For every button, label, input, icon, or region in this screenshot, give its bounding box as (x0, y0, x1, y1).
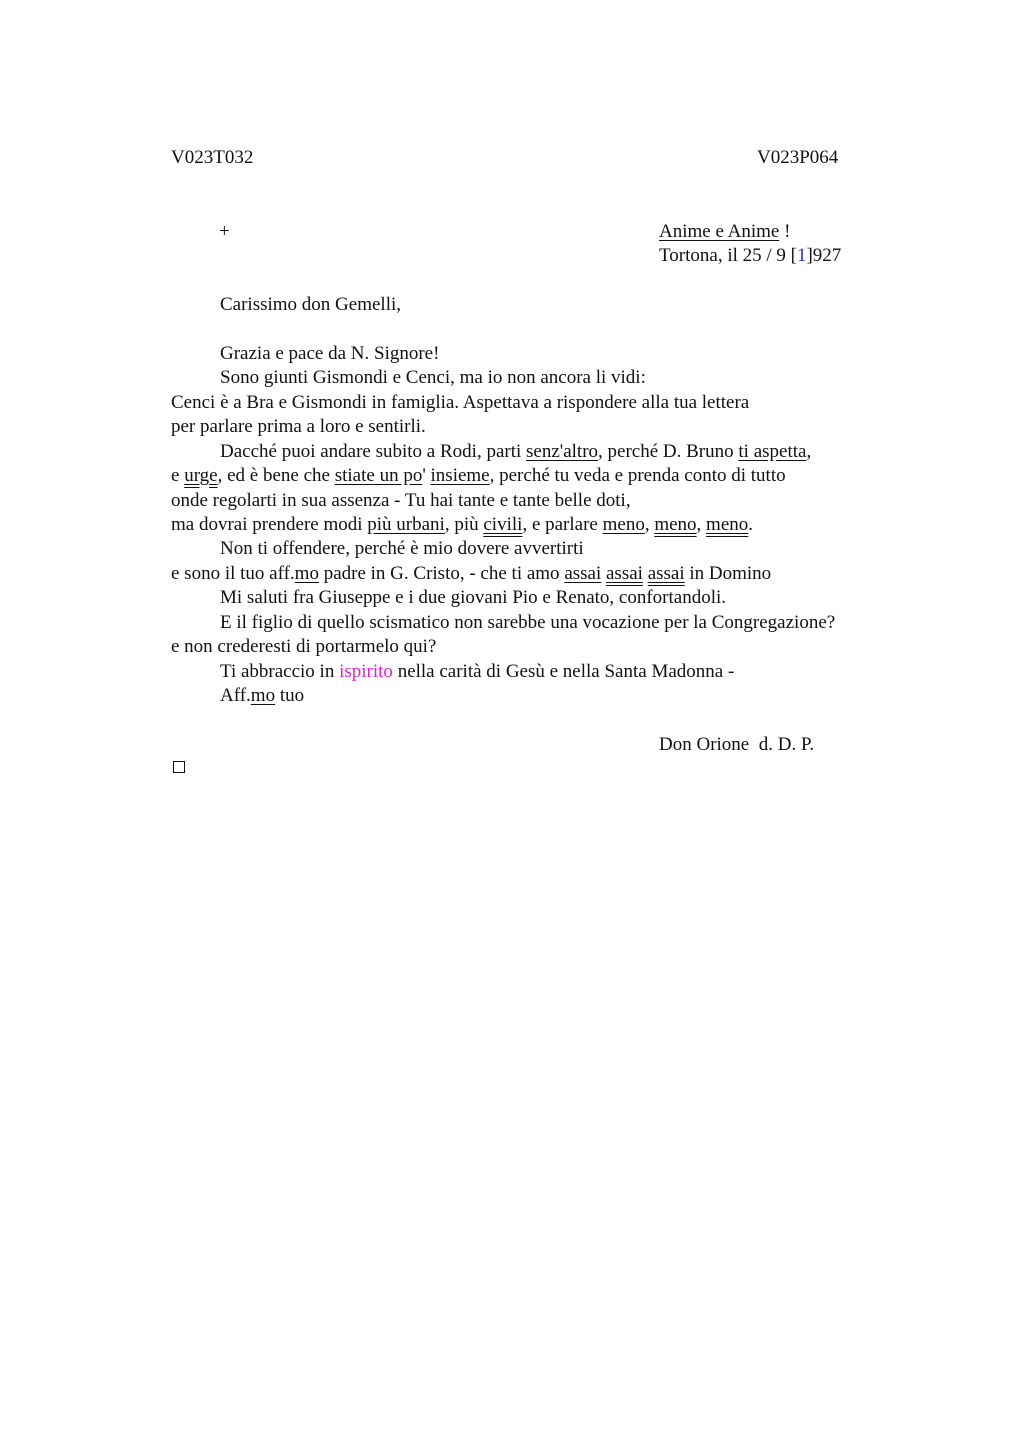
letter-line (220, 660, 734, 684)
letter-line: onde regolarti in sua assenza - Tu hai tante e tante belle doti, (171, 490, 631, 511)
signature: Don Orione d. D. P. (659, 734, 815, 755)
cross-mark: + (219, 221, 230, 242)
motto-suffix: ! (779, 221, 791, 242)
document-code-left: V023T032 (171, 147, 254, 168)
letter-line: per parlare prima a loro e sentirli. (171, 416, 426, 437)
text-run: , perché D. Bruno (598, 441, 739, 462)
underlined-word: senz'altro (526, 441, 599, 462)
underlined-word: stiate un po (334, 465, 423, 486)
text-run: e sono il tuo aff. (171, 563, 295, 584)
closing-line (220, 684, 304, 708)
letter-line (171, 513, 753, 537)
text-run: , più (444, 514, 484, 535)
underlined-word: ti aspetta (738, 441, 807, 462)
letter-line: Sono giunti Gismondi e Cenci, ma io non ancora li vidi: (220, 367, 646, 388)
text-run: , ed è bene che (217, 465, 335, 486)
letter-line (220, 440, 811, 464)
underlined-word: assai (564, 563, 602, 584)
dateline (659, 244, 841, 268)
double-underlined-word: civili (483, 514, 523, 535)
text-run: Aff. (220, 685, 251, 706)
underlined-word: più urbani (367, 514, 445, 535)
text-run: Dacché puoi andare subito a Rodi, parti (220, 441, 527, 462)
highlighted-word: ispirito (339, 661, 393, 682)
text-run: . (748, 514, 754, 535)
text-run: e (171, 465, 185, 486)
letter-line: Cenci è a Bra e Gismondi in famiglia. Aspettava a rispondere alla tua lettera (171, 392, 750, 413)
salutation: Carissimo don Gemelli, (220, 294, 402, 315)
motto-text: Anime e Anime (659, 221, 780, 242)
underlined-word: insieme (430, 465, 490, 486)
double-underlined-word: meno (654, 514, 697, 535)
text-run: , perché tu veda e prenda conto di tutto (489, 465, 786, 486)
letter-line: e non crederesti di portarmelo qui? (171, 636, 437, 657)
double-underlined-word: meno (706, 514, 749, 535)
text-run: , e parlare (522, 514, 603, 535)
letter-line: Mi saluti fra Giuseppe e i due giovani Pio e Renato, confortandoli. (220, 587, 727, 608)
underlined-word: mo (294, 563, 319, 584)
text-run: padre in G. Cristo, - che ti amo (318, 563, 565, 584)
text-run: , (806, 441, 812, 462)
end-box-icon (173, 761, 185, 773)
motto (659, 220, 790, 244)
letter-line (171, 562, 771, 586)
text-run: , (696, 514, 707, 535)
underlined-word: mo (250, 685, 276, 706)
dateline-bracket-digit: 1 (796, 245, 807, 266)
double-underlined-word: urge (184, 465, 218, 486)
document-code-right: V023P064 (757, 147, 839, 168)
letter-line: E il figlio di quello scismatico non sarebbe una vocazione per la Congregazione? (220, 612, 836, 633)
text-run: in Domino (684, 563, 772, 584)
letter-line (171, 464, 786, 488)
dateline-suffix: ]927 (806, 245, 842, 266)
text-run: ma dovrai prendere modi (171, 514, 368, 535)
double-underlined-word: assai (606, 563, 643, 584)
text-run: tuo (275, 685, 305, 706)
text-run: nella carità di Gesù e nella Santa Madonna - (392, 661, 735, 682)
text-run: ' (422, 465, 431, 486)
double-underlined-word: assai (647, 563, 685, 584)
letter-line: Grazia e pace da N. Signore! (220, 343, 440, 364)
letter-line: Non ti offendere, perché è mio dovere avvertirti (220, 538, 584, 559)
dateline-prefix: Tortona, il 25 / 9 [ (659, 245, 797, 266)
underlined-word: meno (602, 514, 645, 535)
text-run: Ti abbraccio in (220, 661, 340, 682)
text-run: , (644, 514, 655, 535)
